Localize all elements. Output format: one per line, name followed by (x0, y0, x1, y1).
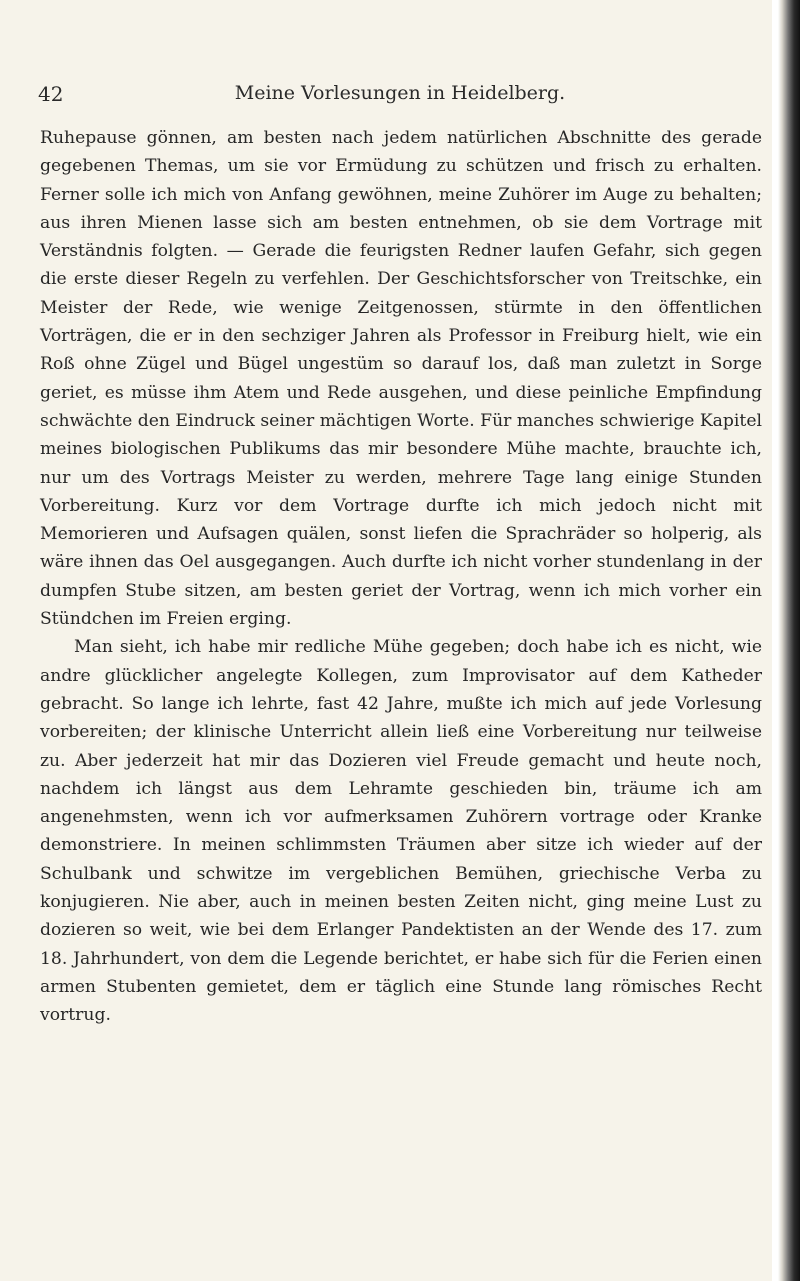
paragraph-1: Ruhepause gönnen, am besten nach jedem natürlichen Abschnitte des gerade gegebenen Themas, um sie vor Ermüdung zu schützen und frisch zu erhalten. Ferner solle ich mich von Anfang gewöhnen, meine Zuhörer im Auge zu behalten; aus ihren Mienen lasse sich am besten entnehmen, ob sie dem Vortrage mit Verständnis folgten. — Gerade die feurigsten Redner laufen Gefahr, sich gegen die erste dieser Regeln zu verfehlen. Der Geschichtsforscher von Treitschke, ein Meister der Rede, wie wenige Zeitgenossen, stürmte in den öffentlichen Vorträgen, die er in den sechziger Jahren als Professor in Freiburg hielt, wie ein Roß ohne Zügel und Bügel ungestüm so darauf los, daß man zuletzt in Sorge geriet, es müsse ihm Atem und Rede ausgehen, und diese peinliche Empfindung schwächte den Eindruck seiner mächtigen Worte. Für manches schwierige Kapitel meines biologischen Publikums das mir besondere Mühe machte, brauchte ich, nur um des Vortrags Meister zu werden, mehrere Tage lang einige Stunden Vorbereitung. Kurz vor dem Vortrage durfte ich mich jedoch nicht mit Memorieren und Aufsagen quälen, sonst liefen die Sprachräder so holperig, als wäre ihnen das Oel ausgegangen. Auch durfte ich nicht vorher stundenlang in der dumpfen Stube sitzen, am besten geriet der Vortrag, wenn ich mich vorher ein Stündchen im Freien erging. (40, 128, 762, 630)
running-title: Meine Vorlesungen in Heidelberg. (234, 82, 566, 104)
page-number: 42 (38, 82, 64, 106)
body-text (40, 124, 762, 1030)
paragraph-2: Man sieht, ich habe mir redliche Mühe gegeben; doch habe ich es nicht, wie andre glücklicher angelegte Kollegen, zum Improvisator auf dem Katheder gebracht. So lange ich lehrte, fast 42 Jahre, mußte ich mich auf jede Vorlesung vorbereiten; der klinische Unterricht allein ließ eine Vorbereitung nur teilweise zu. Aber jederzeit hat mir das Dozieren viel Freude gemacht und heute noch, nachdem ich längst aus dem Lehramte geschieden bin, träume ich am angenehmsten, wenn ich vor aufmerksamen Zuhörern vortrage oder Kranke demonstriere. In meinen schlimmsten Träumen aber sitze ich wieder auf der Schulbank und schwitze im vergeblichen Bemühen, griechische Verba zu konjugieren. Nie aber, auch in meinen besten Zeiten nicht, ging meine Lust zu dozieren so weit, wie bei dem Erlanger Pandektisten an der Wende des 17. zum 18. Jahrhundert, von dem die Legende berichtet, er habe sich für die Ferien einen armen Stubenten gemietet, dem er täglich eine Stunde lang römisches Recht vortrug. (40, 637, 762, 1026)
book-binding-edge (772, 0, 800, 1281)
